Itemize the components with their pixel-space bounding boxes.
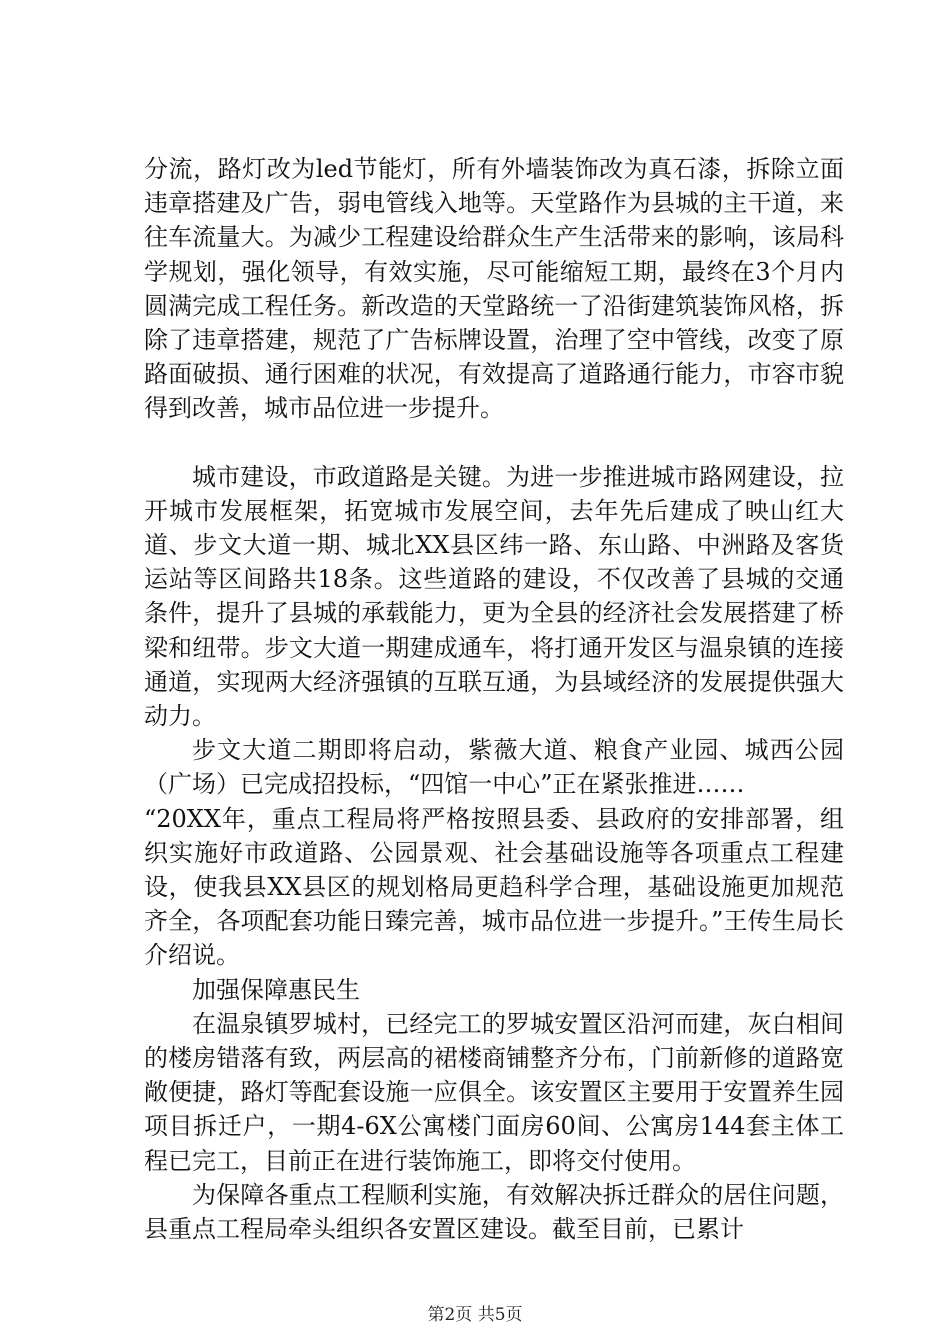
- paragraph-city-roads: 城市建设，市政道路是关键。为进一步推进城市路网建设，拉开城市发展框架，拓宽城市发展空间，去年先后建成了映山红大道、步文大道一期、城北XX县区纬一路、东山路、中洲路及客货运站等区间路共18条。这些道路的建设，不仅改善了县城的交通条件，提升了县城的承载能力，更为全县的经济社会发展搭建了桥梁和纽带。步文大道一期建成通车，将打通开发区与温泉镇的连接通道，实现两大经济强镇的互联互通，为县域经济的发展提供强大动力。: [144, 462, 844, 731]
- paragraph-upcoming-projects: 步文大道二期即将启动，紫薇大道、粮食产业园、城西公园（广场）已完成招投标，“四馆一中心”正在紧张推进……: [144, 736, 844, 799]
- paragraph-director-quote: “20XX年，重点工程局将严格按照县委、县政府的安排部署，组织实施好市政道路、公园景观、社会基础设施等各项重点工程建设，使我县XX县区的规划格局更趋科学合理，基础设施更加规范齐全，各项配套功能日臻完善，城市品位进一步提升。”王传生局长介绍说。: [144, 804, 844, 970]
- paragraph-resettlement-area: 在温泉镇罗城村，已经完工的罗城安置区沿河而建，灰白相间的楼房错落有致，两层高的裙楼商铺整齐分布，门前新修的道路宽敞便捷，路灯等配套设施一应俱全。该安置区主要用于安置养生园项目拆迁户，一期4-6X公寓楼门面房60间、公寓房144套主体工程已完工，目前正在进行装饰施工，即将交付使用。: [144, 1009, 844, 1175]
- page-number-footer: 第2页 共5页: [427, 1305, 523, 1325]
- paragraph-road-renovation: 分流，路灯改为led节能灯，所有外墙装饰改为真石漆，拆除立面违章搭建及广告，弱电管线入地等。天堂路作为县城的主干道，来往车流量大。为减少工程建设给群众生产生活带来的影响，该局科学规划，强化领导，有效实施，尽可能缩短工期，最终在3个月内圆满完成工程任务。新改造的天堂路统一了沿街建筑装饰风格，拆除了违章搭建，规范了广告标牌设置，治理了空中管线，改变了原路面破损、通行困难的状况，有效提高了道路通行能力，市容市貌得到改善，城市品位进一步提升。: [144, 155, 844, 423]
- section-heading: 加强保障惠民生: [192, 975, 360, 1004]
- document-body: [144, 152, 844, 1246]
- paragraph-resettlement-construction: 为保障各重点工程顺利实施，有效解决拆迁群众的居住问题，县重点工程局牵头组织各安置区建设。截至目前，已累计: [144, 1180, 844, 1244]
